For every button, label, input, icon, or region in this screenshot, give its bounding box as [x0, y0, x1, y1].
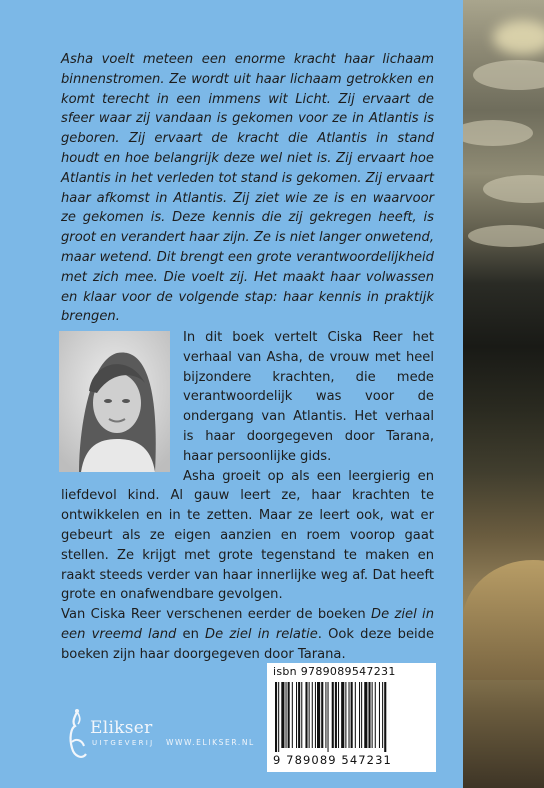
- barcode-bar: [301, 682, 302, 748]
- barcode-bar: [341, 682, 344, 748]
- barcode-bar: [345, 682, 346, 748]
- barcode-bar: [359, 682, 360, 748]
- description-paragraph: [61, 605, 434, 664]
- barcode-bar: [298, 682, 300, 748]
- barcode-bar: [361, 682, 362, 748]
- barcode-bar: [309, 682, 310, 748]
- intro-paragraph: Asha voelt meteen een enorme kracht haar lichaam binnenstromen. Ze wordt uit haar lichaam getrokken en komt terecht in een immens wit Licht. Zij ervaart de sfeer waar zij vandaan is gekomen voor ze in Atlantis is geboren. Zij ervaart de kracht die Atlantis in stand houdt en hoe belangrijk deze wel niet is. Zij ervaart hoe Atlantis in het verleden tot stand is gekomen. Zij ervaart haar afkomst in Atlantis. Zij ziet wie ze is en waarvoor ze gekomen is. Deze kennis die zij gekregen heeft, is groot en verandert haar zijn. Ze is niet langer onwetend, maar wetend. Dit brengt een grote verantwoordelijkheid met zich mee. Die voelt zij. Het maakt haar volwassen en klaar voor de volgende stap: haar kennis in praktijk brengen.: [61, 52, 434, 325]
- barcode-bar: [384, 682, 386, 752]
- cover-photo-strip: [463, 0, 544, 788]
- barcode-bar: [375, 682, 376, 748]
- barcode-bar: [288, 682, 290, 748]
- barcode: [273, 682, 431, 752]
- barcode-bar: [332, 682, 334, 748]
- text-span: Van Ciska Reer verschenen eerder de boeken: [61, 607, 372, 623]
- barcode-bar: [281, 682, 284, 748]
- barcode-bar: [312, 682, 313, 748]
- cloud: [468, 225, 544, 247]
- barcode-bar: [286, 682, 287, 748]
- publisher-url: WWW.ELIKSER.NL: [166, 738, 255, 747]
- barcode-bar: [335, 682, 337, 748]
- barcode-bar: [321, 682, 323, 748]
- barcode-bar: [368, 682, 370, 748]
- cloud: [473, 60, 544, 90]
- cloud: [463, 120, 533, 146]
- sun-glow: [493, 20, 544, 55]
- barcode-bar: [372, 682, 373, 748]
- description-paragraph: Asha groeit op als een leergierig en liefdevol kind. Al gauw leert ze, haar krachten te ontwikkelen en in te zetten. Maar ze leert ook, wat er gebeurt als ze eigen aanzien en roem voorop gaat stellen. Ze krijgt met grote tegenstand te maken en raakt steeds verder van haar innerlijke weg af. Dat heeft grote en onafwendbare gevolgen.: [61, 468, 434, 603]
- isbn-barcode-box: [267, 663, 436, 772]
- book-title: De ziel in een vreemd land: [61, 607, 434, 642]
- barcode-bar: [328, 682, 329, 752]
- barcode-bar: [338, 682, 339, 748]
- publisher-logo: [62, 708, 162, 772]
- hill: [463, 560, 544, 680]
- barcode-bar: [305, 682, 307, 748]
- publisher-name: Elikser: [90, 718, 153, 738]
- barcode-bar: [325, 682, 326, 748]
- barcode-bar: [292, 682, 293, 748]
- barcode-bar: [355, 682, 356, 748]
- barcode-bar: [382, 682, 383, 748]
- barcode-bar: [317, 682, 320, 748]
- photo-spacer: [61, 328, 183, 478]
- cloud: [483, 175, 544, 203]
- barcode-bar: [315, 682, 316, 748]
- barcode-bar: [379, 682, 380, 748]
- barcode-bar: [278, 682, 279, 752]
- barcode-bar: [351, 682, 353, 748]
- isbn-label: isbn 9789089547231: [273, 665, 396, 678]
- text-span: en: [176, 626, 206, 642]
- description-paragraph: In dit boek vertelt Ciska Reer het verhaal van Asha, de vrouw met heel bijzondere krachten, die mede verantwoordelijk was voor de ondergang van Atlantis. Het verhaal is haar doorgegeven door Tarana, haar persoonlijke gids.: [183, 330, 434, 464]
- book-title: De ziel in relatie: [205, 626, 318, 642]
- isbn-digits: 9 789089 547231: [273, 753, 392, 767]
- publisher-emblem-icon: [62, 708, 92, 764]
- barcode-bar: [296, 682, 297, 748]
- barcode-bar: [275, 682, 277, 752]
- description-text: [61, 328, 434, 665]
- barcode-bar: [349, 682, 350, 748]
- publisher-subtitle: UITGEVERIJ: [92, 739, 155, 747]
- text-span: . Ook deze beide boeken zijn haar doorgegeven door Tarana.: [61, 626, 435, 662]
- barcode-bar: [364, 682, 367, 748]
